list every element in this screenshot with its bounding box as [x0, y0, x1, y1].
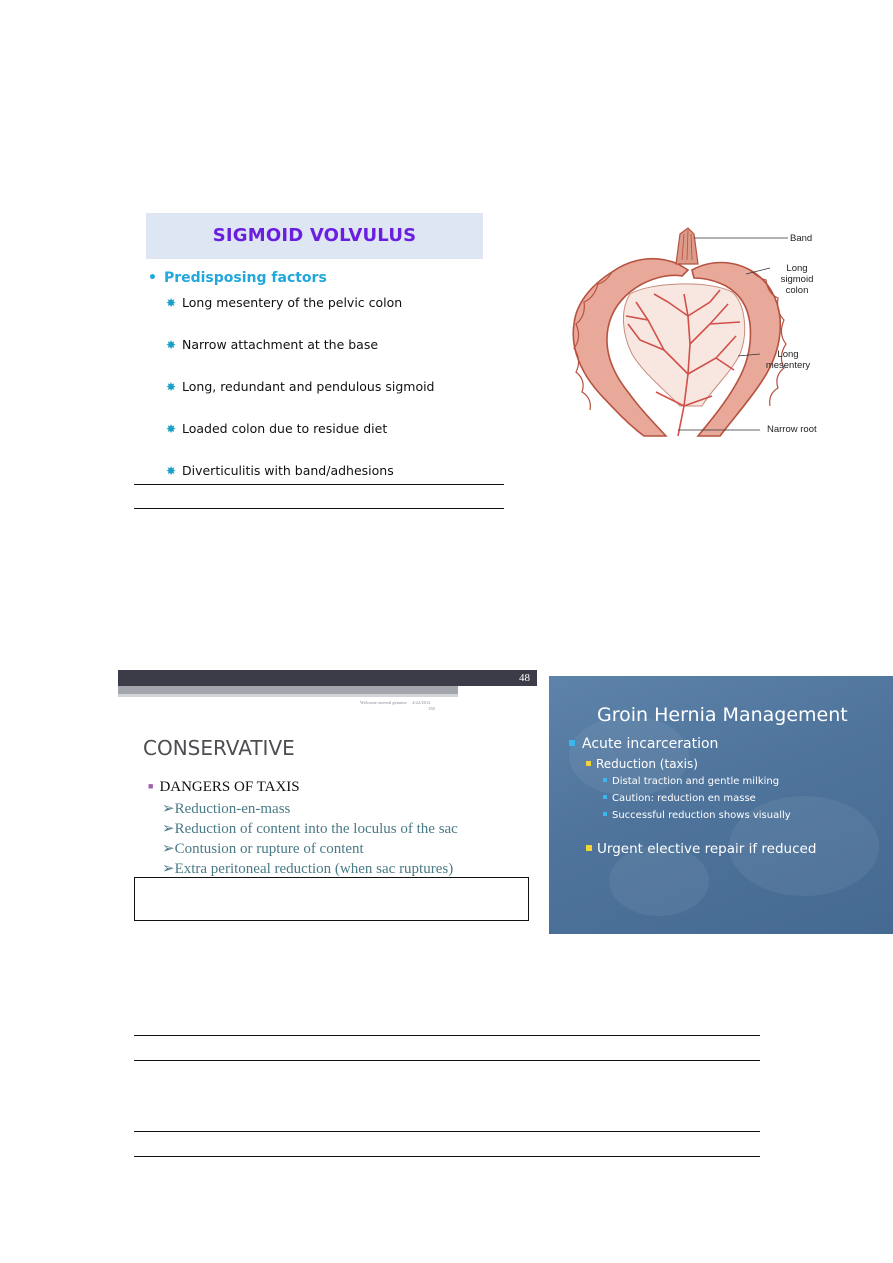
blue-square-bullet-icon [603, 795, 607, 799]
groin-level3-item: Caution: reduction en masse [603, 793, 756, 804]
slide-grey-bar-light [118, 694, 458, 697]
square-bullet-icon: ■ [148, 781, 154, 791]
groin-slide-title: Groin Hernia Management [597, 704, 848, 726]
arrow-bullet-icon: ➢ [162, 861, 175, 877]
conservative-list-item: ➢Extra peritoneal reduction (when sac ruptures) [162, 861, 454, 877]
sigmoid-colon-diagram [560, 224, 850, 446]
blue-square-bullet-icon [603, 812, 607, 816]
rule-line [134, 1035, 760, 1036]
sigmoid-list-item: ✸ Long mesentery of the pelvic colon [166, 295, 403, 310]
sigmoid-heading-text: Predisposing factors [163, 270, 327, 286]
slide-grey-bar [118, 686, 458, 694]
conservative-title: CONSERVATIVE [143, 736, 295, 760]
rule-line [134, 484, 504, 485]
groin-level3-item: Distal traction and gentle milking [603, 776, 779, 787]
slide-page-number: 48 [519, 672, 530, 684]
blue-square-bullet-icon [603, 778, 607, 782]
slide-top-bar [118, 670, 537, 686]
mesentery-shape [623, 284, 744, 406]
groin-level2-item: Urgent elective repair if reduced [586, 841, 816, 857]
arrow-bullet-icon: ➢ [162, 821, 175, 837]
sigmoid-list-item: ✸ Diverticulitis with band/adhesions [166, 463, 394, 478]
blue-square-bullet-icon [569, 740, 575, 746]
label-long-mesentery: Long mesentery [765, 349, 811, 371]
rule-line [134, 1060, 760, 1061]
label-narrow-root: Narrow root [767, 424, 817, 435]
sigmoid-slide-title: SIGMOID VOLVULUS [212, 225, 417, 246]
label-band: Band [790, 233, 813, 244]
slide-footer-sub: 158 [428, 706, 435, 711]
arrow-bullet-icon: ➢ [162, 841, 175, 857]
groin-level2-item: Reduction (taxis) [586, 757, 698, 771]
label-long-sigmoid-colon: Long sigmoid colon [780, 263, 814, 296]
gear-bullet-icon: ✸ [166, 380, 177, 394]
bullet-dot-icon: • [148, 270, 157, 286]
gear-bullet-icon: ✸ [166, 338, 177, 352]
rule-line [134, 1156, 760, 1157]
arrow-bullet-icon: ➢ [162, 801, 175, 817]
gear-bullet-icon: ✸ [166, 296, 177, 310]
yellow-square-bullet-icon [586, 845, 592, 851]
sigmoid-list-item: ✸ Narrow attachment at the base [166, 337, 379, 352]
sigmoid-list-item: ✸ Long, redundant and pendulous sigmoid [166, 379, 435, 394]
conservative-subheading: ■ DANGERS OF TAXIS [148, 779, 300, 795]
conservative-list-item: ➢Reduction-en-mass [162, 801, 291, 817]
conservative-list-item: ➢Reduction of content into the loculus of the sac [162, 821, 458, 837]
groin-level3-item: Successful reduction shows visually [603, 810, 791, 821]
sigmoid-list-item: ✸ Loaded colon due to residue diet [166, 421, 388, 436]
rule-line [134, 508, 504, 509]
rule-line [134, 1131, 760, 1132]
empty-note-box [134, 877, 529, 921]
groin-level1-item: Acute incarceration [569, 736, 718, 752]
yellow-square-bullet-icon [586, 761, 591, 766]
conservative-list-item: ➢Contusion or rupture of content [162, 841, 364, 857]
gear-bullet-icon: ✸ [166, 422, 177, 436]
sigmoid-heading [148, 270, 327, 286]
slide-footer-text: Welcome onereal genuine 4/22/2012 [360, 700, 431, 705]
gear-bullet-icon: ✸ [166, 464, 177, 478]
